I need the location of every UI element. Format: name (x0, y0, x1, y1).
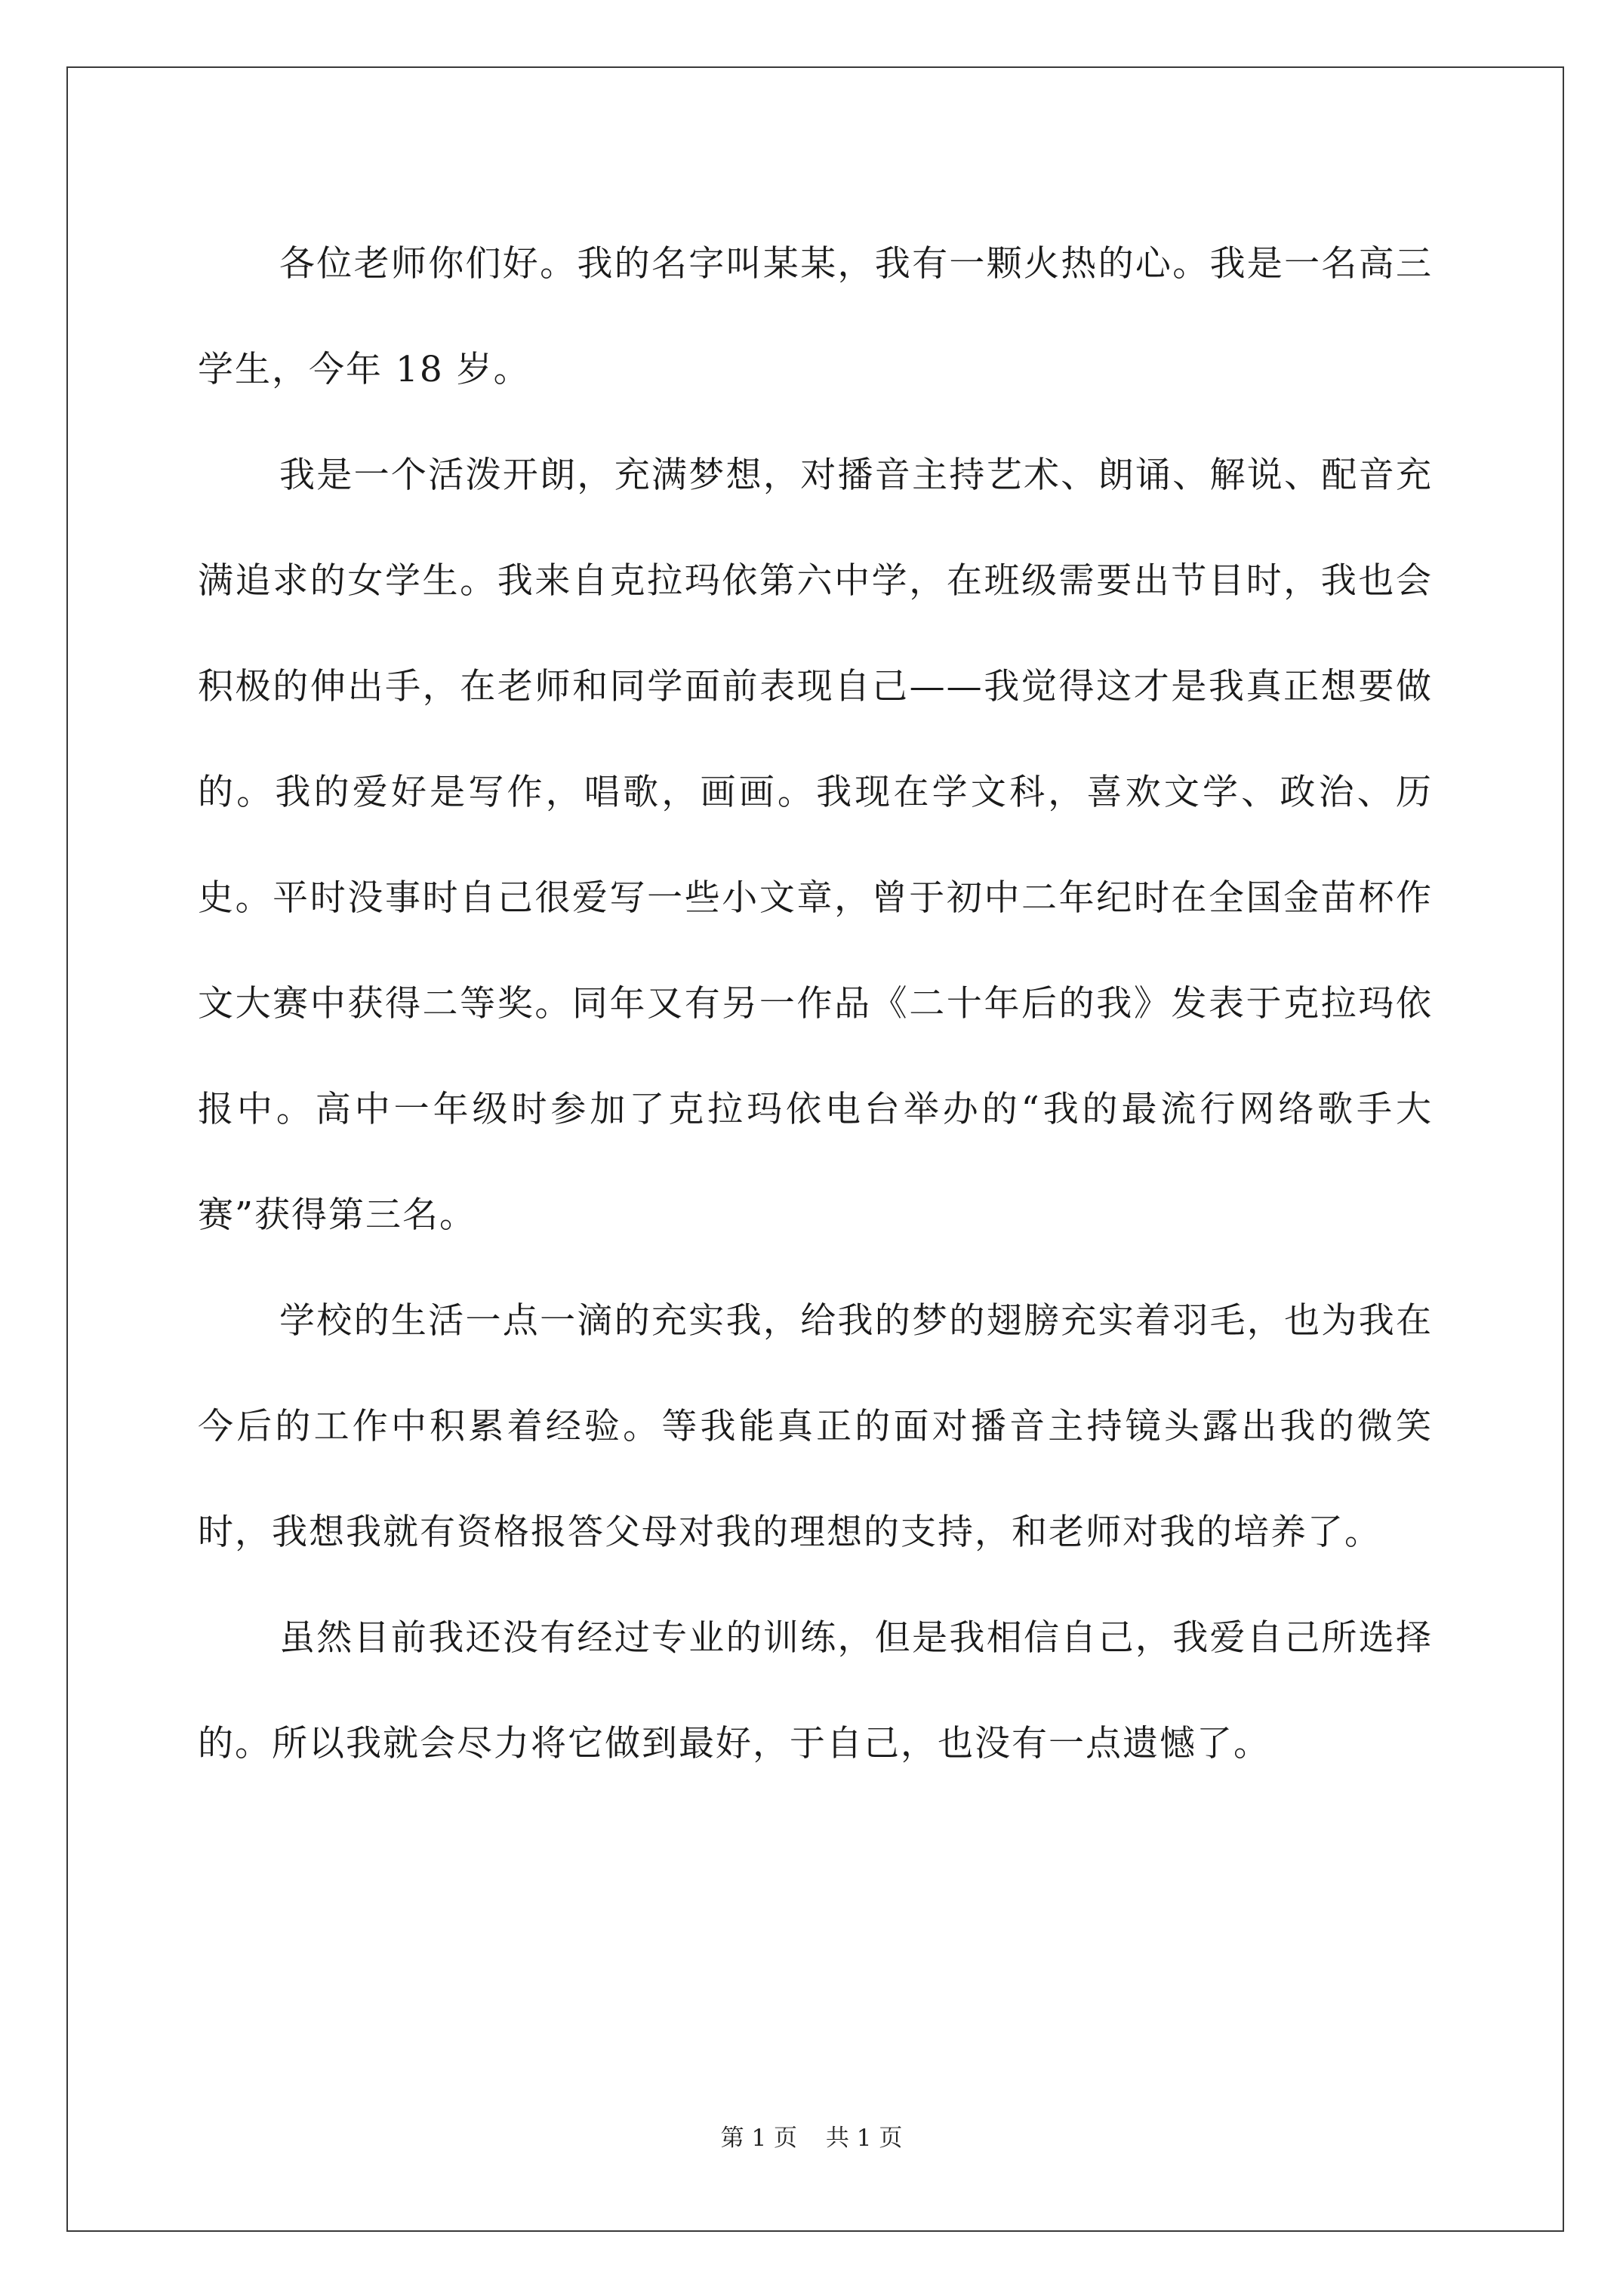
document-body (198, 211, 1433, 1797)
paragraph-1: 各位老师你们好。我的名字叫某某，我有一颗火热的心。我是一名高三学生，今年 18 岁。 (198, 243, 1433, 390)
paragraph-4: 虽然目前我还没有经过专业的训练，但是我相信自己，我爱自己所选择的。所以我就会尽力将它做到最好，于自己，也没有一点遗憾了。 (198, 1617, 1433, 1764)
paragraph-2: 我是一个活泼开朗，充满梦想，对播音主持艺术、朗诵、解说、配音充满追求的女学生。我来自克拉玛依第六中学，在班级需要出节目时，我也会积极的伸出手，在老师和同学面前表现自己——我觉得这才是我真正想要做的。我的爱好是写作，唱歌，画画。我现在学文科，喜欢文学、政治、历史。平时没事时自己很爱写一些小文章，曾于初中二年纪时在全国金苗杯作文大赛中获得二等奖。同年又有另一作品《二十年后的我》发表于克拉玛依报中。高中一年级时参加了克拉玛依电台举办的“我的最流行网络歌手大赛”获得第三名。 (198, 455, 1433, 1236)
page-number-current: 第 1 页 (720, 2125, 798, 2152)
page-number-total: 共 1 页 (825, 2125, 903, 2152)
page-footer (0, 2123, 1623, 2153)
paragraph-3: 学校的生活一点一滴的充实我，给我的梦的翅膀充实着羽毛，也为我在今后的工作中积累着经验。等我能真正的面对播音主持镜头露出我的微笑时，我想我就有资格报答父母对我的理想的支持，和老师对我的培养了。 (198, 1300, 1433, 1553)
